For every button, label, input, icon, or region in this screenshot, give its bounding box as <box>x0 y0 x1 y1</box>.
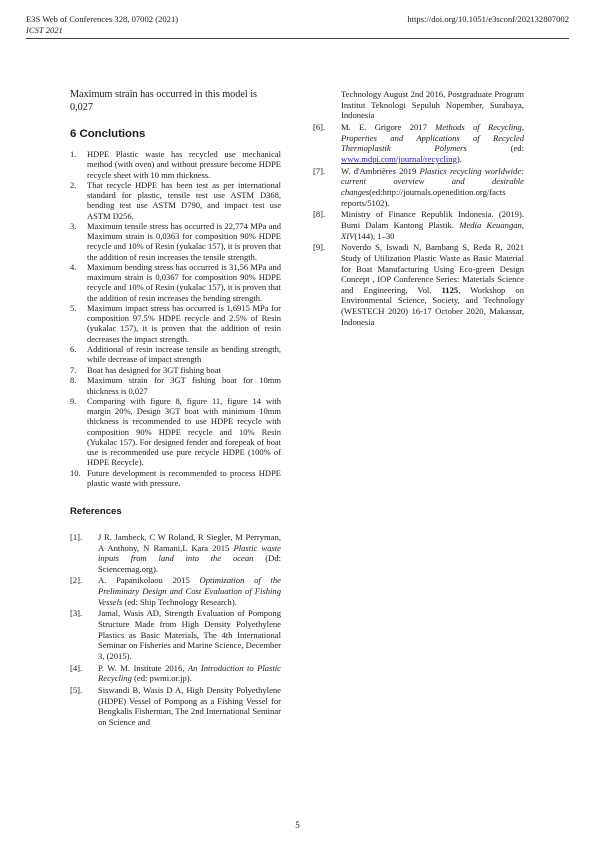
reference-item: [6]. M. E. Grigore 2017 Methods of Recycling, Properties and Applications of Recycled Thermoplastik Polymers (ed: www.mdpi.com/journal/recycling). <box>313 121 524 164</box>
running-header-left <box>26 14 178 35</box>
reference-item: [4]. P. W. M. Institute 2016, An Introduction to Plastic Recycling (ed: pwmi.or.jp). <box>70 662 281 684</box>
reference-item: [2]. A. Papanikolaou 2015 Optimization of the Preliminary Design and Cost Evaluation of Fishing Vessels (ed: Ship Technology Research). <box>70 575 281 607</box>
journal-citation: E3S Web of Conferences 328, 07002 (2021) <box>26 14 179 24</box>
right-column <box>313 89 524 328</box>
conclusion-item: 5. Maximum impact stress has occurred is 1,6915 MPa for composition 97.5% HDPE recycle and 2.5% of Resin (yukalac 157), it is proven that the addition of resin decreases the impact strength. <box>70 303 281 344</box>
reference-item: [9]. Noverdo S, Iswadi N, Bambang S, Reda R, 2021 Study of Utilization Plastic Waste as Basic Material for Boat Manufacturing Using Eco-green Design Concept , IOP Conference Series: Materials Science and Engineering, Vol. 1125, Workshop on Environmental Science, Society, and Technology (WESTECH 2020) 16-17 October 2020, Makassar, Indonesia <box>313 242 524 327</box>
reference-item: [3]. Jamal, Wasis AD, Strength Evaluation of Pompong Structure Made from High Density Polyethylene Plastics as Basic Materials, The 4th International Seminar on Fisheries and Marine Science, December 3, (2015). <box>70 608 281 662</box>
conclusion-item: 1. HDPE Plastic waste has recycled use mechanical method (with oven) and without pressure become HDPE recycle sheet with 10 mm thickness. <box>70 149 281 180</box>
reference-link[interactable]: www.mdpi.com/journal/recycling <box>341 153 457 164</box>
reference-item: [7]. W. d'Ambrières 2019 Plastics recycling worldwide: current overview and desirable changes(ed:http://journals.openedition.org/facts reports/5102). <box>313 165 524 208</box>
doi-link[interactable]: https://doi.org/10.1051/e3sconf/202132807002 <box>407 14 569 24</box>
references-list-left <box>70 532 281 728</box>
conclusion-item: 9. Comparing with figure 8, figure 11, figure 14 with margin 20%, Design 3GT boat with minimum 10mm thickness is recommended to use HDPE recycle with composition 90% HDPE recycle and 10% Resin (Yukalac 157). For designed fender and forepeak of boat use is recommended use pure recycle HDPE (100% of HDPE Recycle). <box>70 396 281 467</box>
conclusion-item: 2. That recycle HDPE has been test as per international standard for plastic, tensile test use ASTM D368, bending test use ASTM D790, and impact test use ASTM D256. <box>70 180 281 221</box>
conclusion-item: 6. Additional of resin increase tensile as bending strength, while decrease of impact strength <box>70 344 281 365</box>
conclusion-item: 3. Maximum tensile stress has occurred is 22,774 MPa and Maximum strain is 0,0363 for composition 90% HDPE recycle and 10% of Resin (yukalac 157), it is proven that the addition of resin increases the tensile strength. <box>70 221 281 262</box>
conference-name: ICST 2021 <box>26 24 63 35</box>
conclusion-item: 7. Boat has designed for 3GT fishing boat <box>70 364 221 375</box>
reference-item: [1]. J R. Jambeck, C W Roland, R Siegler, M Perryman, A Anthony, N Ramani,L Kara 2015 Plastic waste inputs from land into the ocean (Dd: Sciencemag.org). <box>70 531 281 574</box>
conclusion-item: 10. Future development is recommended to process HDPE plastic waste with pressure. <box>70 467 281 488</box>
conclusions-list <box>70 149 281 488</box>
page-number: 5 <box>295 820 300 830</box>
lead-paragraph: Maximum strain has occurred in this model is 0,027 <box>70 89 258 113</box>
section-title-conclusions: 6 Conclutions <box>70 128 146 141</box>
reference-continuation: Technology August 2nd 2016, Postgraduate Program Institut Teknologi Sepuluh Nopember, Surabaya, Indonesia <box>341 89 524 121</box>
left-column <box>70 89 281 729</box>
conclusion-item: 4. Maximum bending stress has occurred is 31,56 MPa and maximum strain is 0,0367 for composition 90% HDPE recycle and 10% of Resin (yukalac 157), it is proven that the addition of resin increases the bending strength. <box>70 262 281 303</box>
reference-item: [8]. Ministry of Finance Republik Indonesia. (2019). Bumi Dalam Kantong Plastik. Media Keuangan, XIV(144), 1–30 <box>313 209 524 241</box>
section-title-references: References <box>70 505 122 517</box>
header-divider <box>26 38 569 39</box>
conclusion-item: 8. Maximum strain for 3GT fishing boat for 10mm thickness is 0,027 <box>70 375 281 396</box>
reference-item: [5]. Siswandi B, Wasis D A, High Density Polyethylene (HDPE) Vessel of Pompong as a Fishing Vessel for Bengkalis Fisherman, The 2nd International Seminar on Science and <box>70 685 281 728</box>
